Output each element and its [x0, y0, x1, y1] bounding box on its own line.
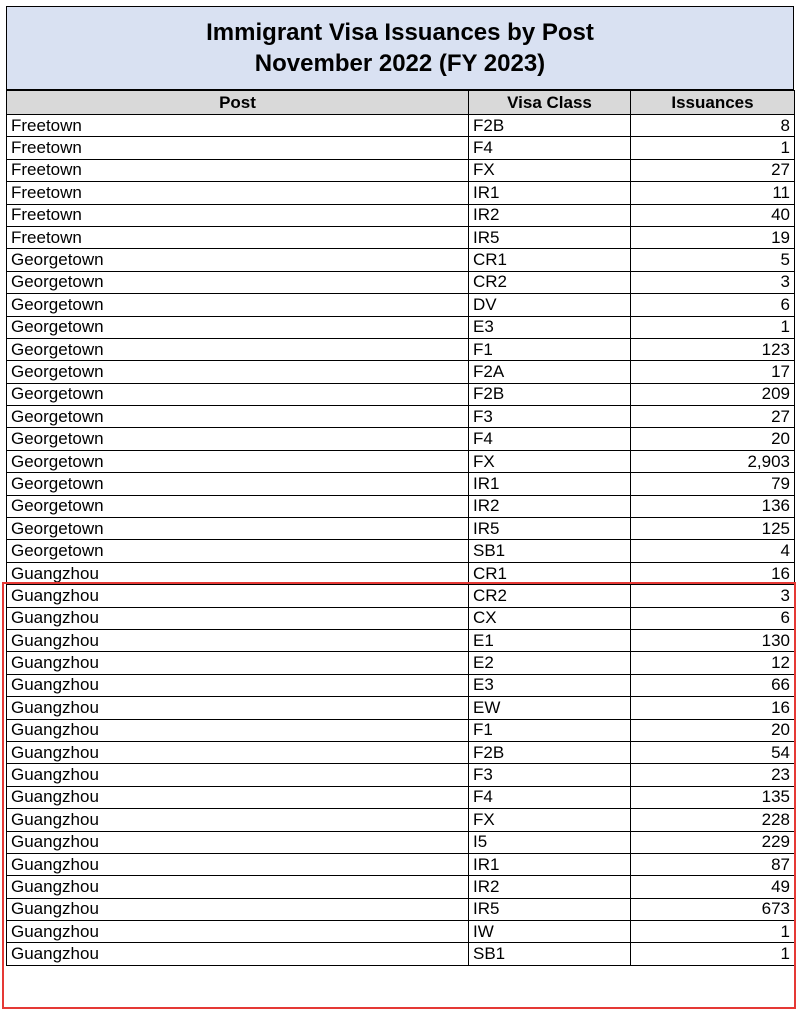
table-row [7, 115, 795, 137]
cell-issuances: 1 [631, 137, 795, 159]
table-row [7, 674, 795, 696]
cell-post: Guangzhou [7, 764, 469, 786]
cell-post: Guangzhou [7, 674, 469, 696]
cell-issuances: 130 [631, 629, 795, 651]
cell-post: Guangzhou [7, 629, 469, 651]
table-row [7, 607, 795, 629]
cell-post: Georgetown [7, 495, 469, 517]
table-row [7, 182, 795, 204]
table-row [7, 473, 795, 495]
column-header-issuances: Issuances [631, 91, 795, 115]
cell-issuances: 17 [631, 361, 795, 383]
issuance-table [6, 90, 795, 966]
cell-post: Freetown [7, 182, 469, 204]
cell-post: Guangzhou [7, 719, 469, 741]
table-row [7, 316, 795, 338]
table-row [7, 428, 795, 450]
cell-post: Guangzhou [7, 898, 469, 920]
table-row [7, 495, 795, 517]
cell-issuances: 27 [631, 406, 795, 428]
cell-issuances: 4 [631, 540, 795, 562]
cell-visa-class: F3 [469, 406, 631, 428]
cell-visa-class: CR1 [469, 249, 631, 271]
cell-post: Georgetown [7, 338, 469, 360]
table-row [7, 697, 795, 719]
cell-visa-class: EW [469, 697, 631, 719]
cell-post: Georgetown [7, 294, 469, 316]
table-row [7, 719, 795, 741]
table-body [7, 115, 795, 966]
table-row [7, 383, 795, 405]
cell-visa-class: E1 [469, 629, 631, 651]
table-row [7, 406, 795, 428]
cell-issuances: 125 [631, 518, 795, 540]
cell-visa-class: F2A [469, 361, 631, 383]
cell-issuances: 3 [631, 271, 795, 293]
cell-visa-class: IR1 [469, 182, 631, 204]
cell-visa-class: E3 [469, 674, 631, 696]
cell-visa-class: F2B [469, 741, 631, 763]
cell-visa-class: F3 [469, 764, 631, 786]
cell-post: Guangzhou [7, 786, 469, 808]
cell-issuances: 20 [631, 719, 795, 741]
cell-issuances: 5 [631, 249, 795, 271]
cell-post: Guangzhou [7, 809, 469, 831]
cell-post: Guangzhou [7, 697, 469, 719]
table-row [7, 741, 795, 763]
cell-visa-class: F1 [469, 338, 631, 360]
cell-visa-class: IR5 [469, 518, 631, 540]
cell-post: Guangzhou [7, 943, 469, 965]
cell-visa-class: FX [469, 809, 631, 831]
cell-post: Guangzhou [7, 876, 469, 898]
cell-post: Freetown [7, 137, 469, 159]
cell-issuances: 1 [631, 316, 795, 338]
table-row [7, 518, 795, 540]
cell-post: Georgetown [7, 361, 469, 383]
table-row [7, 562, 795, 584]
table-row [7, 137, 795, 159]
cell-issuances: 229 [631, 831, 795, 853]
cell-post: Georgetown [7, 518, 469, 540]
cell-post: Georgetown [7, 473, 469, 495]
table-row [7, 159, 795, 181]
cell-issuances: 66 [631, 674, 795, 696]
table-row [7, 786, 795, 808]
cell-issuances: 1 [631, 943, 795, 965]
cell-post: Guangzhou [7, 741, 469, 763]
cell-visa-class: CX [469, 607, 631, 629]
table-row [7, 764, 795, 786]
cell-visa-class: IR2 [469, 495, 631, 517]
table-row [7, 652, 795, 674]
cell-visa-class: IR5 [469, 226, 631, 248]
cell-issuances: 11 [631, 182, 795, 204]
cell-issuances: 16 [631, 697, 795, 719]
cell-post: Georgetown [7, 249, 469, 271]
cell-visa-class: E3 [469, 316, 631, 338]
cell-visa-class: IR1 [469, 473, 631, 495]
cell-visa-class: CR1 [469, 562, 631, 584]
cell-visa-class: F4 [469, 786, 631, 808]
cell-issuances: 19 [631, 226, 795, 248]
cell-post: Georgetown [7, 540, 469, 562]
cell-visa-class: CR2 [469, 585, 631, 607]
cell-post: Guangzhou [7, 585, 469, 607]
cell-issuances: 87 [631, 853, 795, 875]
table-row [7, 450, 795, 472]
cell-issuances: 228 [631, 809, 795, 831]
cell-visa-class: I5 [469, 831, 631, 853]
cell-issuances: 20 [631, 428, 795, 450]
cell-post: Georgetown [7, 450, 469, 472]
cell-visa-class: E2 [469, 652, 631, 674]
cell-issuances: 209 [631, 383, 795, 405]
cell-post: Guangzhou [7, 831, 469, 853]
cell-issuances: 123 [631, 338, 795, 360]
cell-issuances: 12 [631, 652, 795, 674]
document-page [6, 6, 794, 966]
table-row [7, 249, 795, 271]
cell-post: Freetown [7, 204, 469, 226]
table-row [7, 338, 795, 360]
cell-visa-class: F2B [469, 115, 631, 137]
table-row [7, 921, 795, 943]
cell-issuances: 49 [631, 876, 795, 898]
cell-visa-class: SB1 [469, 540, 631, 562]
cell-issuances: 40 [631, 204, 795, 226]
table-row [7, 204, 795, 226]
title-line-2: November 2022 (FY 2023) [254, 50, 546, 77]
table-row [7, 629, 795, 651]
table-row [7, 809, 795, 831]
cell-post: Freetown [7, 226, 469, 248]
cell-post: Georgetown [7, 406, 469, 428]
cell-post: Guangzhou [7, 853, 469, 875]
cell-issuances: 136 [631, 495, 795, 517]
cell-visa-class: IR2 [469, 204, 631, 226]
cell-issuances: 54 [631, 741, 795, 763]
cell-visa-class: IR5 [469, 898, 631, 920]
cell-post: Guangzhou [7, 921, 469, 943]
cell-issuances: 6 [631, 607, 795, 629]
table-row [7, 943, 795, 965]
cell-issuances: 27 [631, 159, 795, 181]
header-row [7, 91, 795, 115]
table-row [7, 294, 795, 316]
table-row [7, 361, 795, 383]
cell-post: Georgetown [7, 428, 469, 450]
cell-post: Guangzhou [7, 607, 469, 629]
cell-issuances: 8 [631, 115, 795, 137]
cell-visa-class: IR2 [469, 876, 631, 898]
cell-post: Freetown [7, 159, 469, 181]
table-row [7, 271, 795, 293]
title-line-1: Immigrant Visa Issuances by Post [206, 19, 594, 46]
table-row [7, 540, 795, 562]
table-row [7, 853, 795, 875]
cell-post: Georgetown [7, 383, 469, 405]
cell-post: Georgetown [7, 271, 469, 293]
cell-visa-class: F4 [469, 137, 631, 159]
cell-issuances: 1 [631, 921, 795, 943]
cell-visa-class: FX [469, 159, 631, 181]
cell-issuances: 23 [631, 764, 795, 786]
cell-visa-class: F4 [469, 428, 631, 450]
cell-visa-class: DV [469, 294, 631, 316]
table-title [6, 6, 794, 90]
table-row [7, 876, 795, 898]
cell-visa-class: CR2 [469, 271, 631, 293]
table-row [7, 898, 795, 920]
cell-visa-class: IR1 [469, 853, 631, 875]
cell-issuances: 79 [631, 473, 795, 495]
column-header-visa-class: Visa Class [469, 91, 631, 115]
cell-issuances: 16 [631, 562, 795, 584]
table-row [7, 226, 795, 248]
cell-post: Freetown [7, 115, 469, 137]
cell-post: Guangzhou [7, 652, 469, 674]
cell-issuances: 6 [631, 294, 795, 316]
table-row [7, 585, 795, 607]
column-header-post: Post [7, 91, 469, 115]
table-row [7, 831, 795, 853]
cell-visa-class: FX [469, 450, 631, 472]
cell-issuances: 135 [631, 786, 795, 808]
cell-visa-class: IW [469, 921, 631, 943]
cell-visa-class: SB1 [469, 943, 631, 965]
cell-post: Georgetown [7, 316, 469, 338]
cell-visa-class: F2B [469, 383, 631, 405]
cell-issuances: 3 [631, 585, 795, 607]
cell-visa-class: F1 [469, 719, 631, 741]
cell-issuances: 2,903 [631, 450, 795, 472]
cell-post: Guangzhou [7, 562, 469, 584]
cell-issuances: 673 [631, 898, 795, 920]
